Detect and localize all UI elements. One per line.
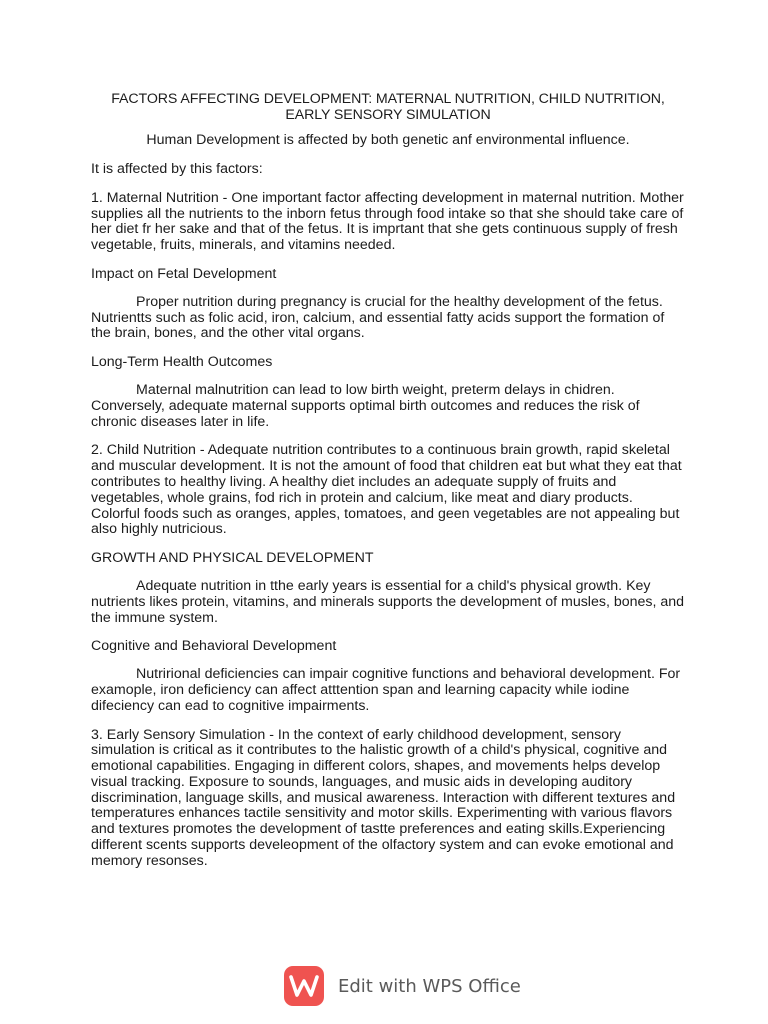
section-label: 2. Child Nutrition -	[91, 442, 205, 459]
intro-paragraph: Human Development is affected by both genetic anf environmental influence.	[146, 132, 630, 149]
lead-in-paragraph: It is affected by this factors:	[91, 160, 263, 177]
subheading-growth-physical: GROWTH AND PHYSICAL DEVELOPMENT	[91, 550, 374, 567]
wps-watermark-text: Edit with WPS Office	[338, 975, 521, 997]
subheading-fetal-development: Impact on Fetal Development	[91, 265, 277, 282]
subheading-cognitive-behavioral: Cognitive and Behavioral Development	[91, 638, 337, 655]
section-text: In the context of early childhood development, sensory simulation is critical as it contributes to the halistic growth of a child's physical, cognitive and emotional capabilities. Engaging in different colors, shapes, and movements helps develop visual tracking. Exposure to sounds, languages, and music aids in developing auditory discrimination, language skills, and musical awareness. Interaction with different textures and temperatures enhances tactile sensitivity and motor skills. Experimenting with various flavors and textures promotes the development of tastte preferences and eating skills.Experiencing different scents supports develeopment of the olfactory system and can evoke emotional and memory resonses.	[91, 726, 676, 869]
section-label: 3. Early Sensory Simulation -	[91, 726, 274, 743]
paragraph-long-term-health: Maternal malnutrition can lead to low birth weight, preterm delays in chidren. Conversely, adequate maternal supports optimal birth outcomes and reduces the risk of chronic diseases later in life.	[91, 381, 640, 430]
paragraph-cognitive-behavioral: Nutrirional deficiencies can impair cognitive functions and behavioral development. For examople, iron deficiency can affect atttention span and learning capacity while iodine difeciency can ead to cognitive impairments.	[91, 666, 681, 714]
section-text: Adequate nutrition contributes to a continuous brain growth, rapid skeletal and muscular development. It is not the amount of food that children eat but what they eat that contributes to healthy living. A healthy diet includes an adequate supply of fruits and vegetables, whole grains, fod rich in protein and calcium, like meat and diary products. Colorful foods such as oranges, apples, tomatoes, and geen vegetables are not appealing but also highly nutricious.	[91, 442, 682, 538]
document-title: FACTORS AFFECTING DEVELOPMENT: MATERNAL NUTRITION, CHILD NUTRITION, EARLY SENSORY SIMULATION	[111, 91, 665, 123]
wps-w-glyph-icon	[289, 975, 319, 997]
wps-watermark[interactable]	[284, 965, 521, 1007]
section-maternal-nutrition	[91, 191, 685, 254]
document-page	[91, 92, 685, 883]
section-text: One important factor affecting development in maternal nutrition. Mother supplies all the nutrients to the inborn fetus through food intake so that she should take care of her diet fr her sake and that of the fetus. It is imprtant that she gets continuous supply of fresh vegetable, fruits, minerals, and vitamins needed.	[91, 189, 684, 254]
section-label: 1. Maternal Nutrition -	[91, 189, 228, 206]
subheading-long-term-health: Long-Term Health Outcomes	[91, 354, 273, 371]
wps-office-logo-icon	[284, 966, 324, 1006]
paragraph-fetal-development: Proper nutrition during pregnancy is crucial for the healthy development of the fetus. Nutrientts such as folic acid, iron, calcium, and essential fatty acids support the formation of the brain, bones, and the other vital organs.	[91, 293, 665, 342]
section-early-sensory-simulation	[91, 728, 685, 870]
section-child-nutrition	[91, 443, 685, 538]
paragraph-growth-physical: Adequate nutrition in tthe early years is essential for a child's physical growth. Key nutrients likes protein, vitamins, and minerals supports the development of musles, bones, and the immune system.	[91, 577, 685, 626]
